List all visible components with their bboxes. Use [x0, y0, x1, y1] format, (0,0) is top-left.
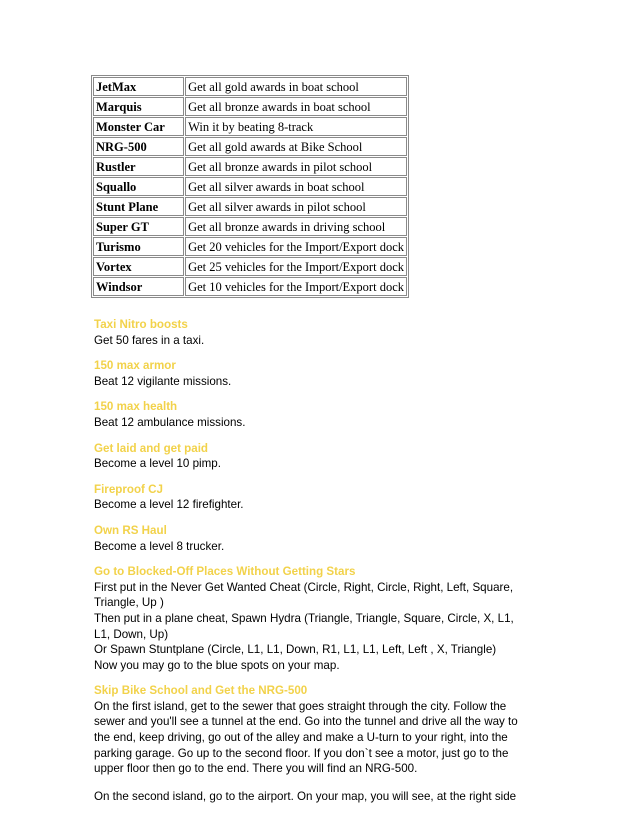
requirement-cell: Win it by beating 8-track	[185, 117, 407, 136]
requirement-cell: Get all bronze awards in pilot school	[185, 157, 407, 176]
section-body	[94, 415, 544, 431]
text-line: Become a level 12 firefighter.	[94, 498, 244, 512]
vehicle-name-cell: Windsor	[93, 277, 184, 296]
text-line: upper floor then go to the end. There you will find an NRG-500.	[94, 762, 418, 776]
paragraph	[94, 333, 544, 349]
text-line: Become a level 10 pimp.	[94, 457, 221, 471]
paragraph	[94, 415, 544, 431]
text-line: parking garage. Go up to the second floor. If you don`t see a motor, just go to the	[94, 746, 509, 760]
section-body	[94, 456, 544, 472]
vehicle-name-cell: Rustler	[93, 157, 184, 176]
table-row	[93, 257, 407, 276]
vehicle-name-cell: Vortex	[93, 257, 184, 276]
text-line: On the second island, go to the airport. On your map, you will see, at the right side	[94, 789, 517, 803]
vehicle-name-cell: NRG-500	[93, 137, 184, 156]
tip-section	[94, 317, 544, 348]
requirement-cell: Get all gold awards in boat school	[185, 77, 407, 96]
text-line: Now you may go to the blue spots on your map.	[94, 658, 340, 672]
section-body	[94, 497, 544, 513]
requirement-cell: Get 10 vehicles for the Import/Export dock	[185, 277, 407, 296]
section-heading: Own RS Haul	[94, 523, 167, 537]
vehicle-name-cell: Marquis	[93, 97, 184, 116]
vehicle-name-cell: Squallo	[93, 177, 184, 196]
table-row	[93, 217, 407, 236]
table-row	[93, 197, 407, 216]
vehicle-name-cell: Super GT	[93, 217, 184, 236]
table-row	[93, 177, 407, 196]
text-line: Get 50 fares in a taxi.	[94, 333, 205, 347]
table-row	[93, 77, 407, 96]
vehicle-name-cell: Monster Car	[93, 117, 184, 136]
text-line: Beat 12 ambulance missions.	[94, 415, 246, 429]
paragraph	[94, 580, 544, 674]
section-heading: Go to Blocked-Off Places Without Getting Stars	[94, 565, 356, 579]
text-line: On the first island, get to the sewer that goes straight through the city. Follow the	[94, 699, 507, 713]
text-line: the end, keep driving, go out of the alley and make a U-turn to your right, into the	[94, 731, 508, 745]
text-line: L1, Down, Up)	[94, 627, 169, 641]
requirement-cell: Get all bronze awards in driving school	[185, 217, 407, 236]
section-heading: Fireproof CJ	[94, 482, 163, 496]
vehicle-unlock-table	[91, 75, 409, 298]
section-heading: Get laid and get paid	[94, 441, 209, 455]
requirement-cell: Get 25 vehicles for the Import/Export dock	[185, 257, 407, 276]
tip-section	[94, 683, 544, 804]
text-line: Beat 12 vigilante missions.	[94, 374, 232, 388]
requirement-cell: Get all silver awards in boat school	[185, 177, 407, 196]
section-body	[94, 580, 544, 674]
tips-content	[94, 317, 544, 814]
tip-section	[94, 358, 544, 389]
tip-section	[94, 399, 544, 430]
section-heading: 150 max health	[94, 400, 178, 414]
vehicle-name-cell: JetMax	[93, 77, 184, 96]
vehicle-name-cell: Turismo	[93, 237, 184, 256]
section-body	[94, 539, 544, 555]
text-line: Become a level 8 trucker.	[94, 539, 225, 553]
text-line: sewer and you'll see a tunnel at the end. Go into the tunnel and drive all the way to	[94, 715, 518, 729]
tip-section	[94, 441, 544, 472]
requirement-cell: Get all gold awards at Bike School	[185, 137, 407, 156]
paragraph	[94, 699, 544, 777]
text-line: Or Spawn Stuntplane (Circle, L1, L1, Down, R1, L1, L1, Left, Left , X, Triangle)	[94, 643, 497, 657]
table-row	[93, 97, 407, 116]
requirement-cell: Get all silver awards in pilot school	[185, 197, 407, 216]
requirement-cell: Get all bronze awards in boat school	[185, 97, 407, 116]
paragraph	[94, 539, 544, 555]
paragraph	[94, 497, 544, 513]
section-heading: Skip Bike School and Get the NRG-500	[94, 684, 308, 698]
tip-section	[94, 523, 544, 554]
paragraph	[94, 456, 544, 472]
table-row	[93, 277, 407, 296]
requirement-cell: Get 20 vehicles for the Import/Export dock	[185, 237, 407, 256]
paragraph	[94, 789, 544, 805]
table-row	[93, 137, 407, 156]
text-line: Triangle, Up )	[94, 596, 164, 610]
section-heading: 150 max armor	[94, 359, 176, 373]
table-row	[93, 117, 407, 136]
tip-section	[94, 564, 544, 673]
section-body	[94, 333, 544, 349]
text-line: First put in the Never Get Wanted Cheat (Circle, Right, Circle, Right, Left, Square,	[94, 580, 514, 594]
tip-section	[94, 482, 544, 513]
table-row	[93, 157, 407, 176]
vehicle-name-cell: Stunt Plane	[93, 197, 184, 216]
paragraph	[94, 374, 544, 390]
table-row	[93, 237, 407, 256]
text-line: Then put in a plane cheat, Spawn Hydra (Triangle, Triangle, Square, Circle, X, L1,	[94, 611, 514, 625]
section-body	[94, 699, 544, 805]
section-body	[94, 374, 544, 390]
section-heading: Taxi Nitro boosts	[94, 318, 188, 331]
